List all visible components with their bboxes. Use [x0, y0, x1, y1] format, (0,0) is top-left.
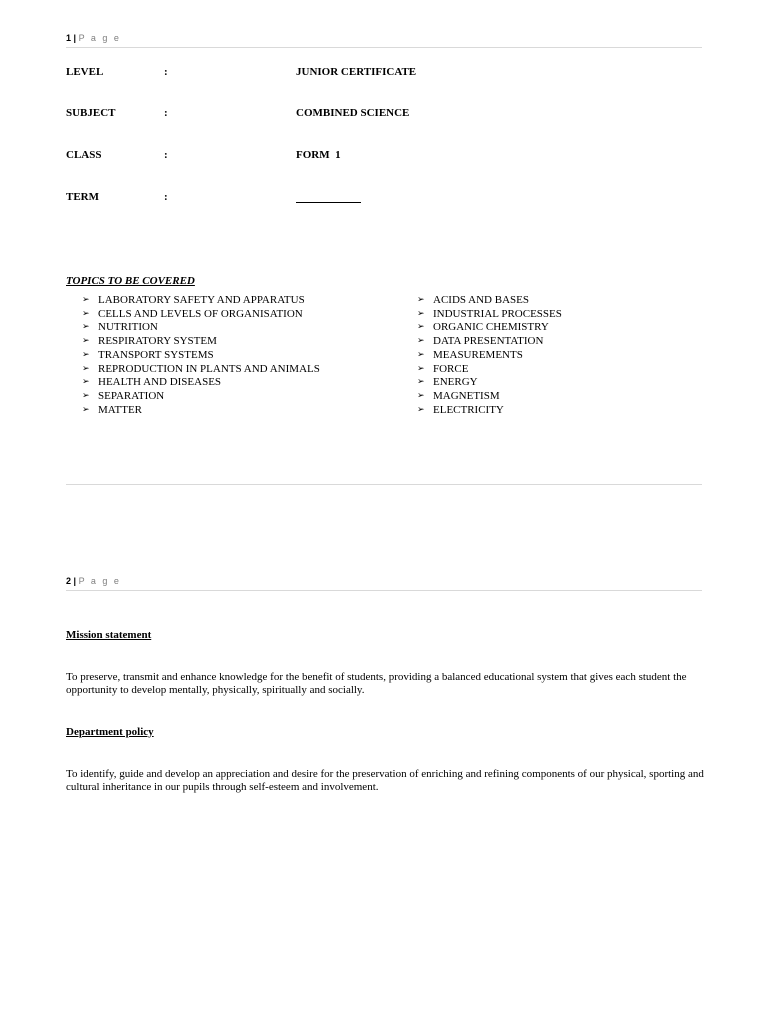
- topic-item: [417, 349, 562, 363]
- page-number: 2: [66, 576, 72, 586]
- topic-label: FORCE: [433, 362, 469, 375]
- topic-label: MAGNETISM: [433, 389, 500, 402]
- arrowhead-bullet-icon: ➢: [417, 336, 425, 347]
- page-word: P a g e: [78, 576, 121, 586]
- arrowhead-bullet-icon: ➢: [82, 404, 90, 415]
- topic-label: ENERGY: [433, 376, 478, 389]
- topics-heading: TOPICS TO BE COVERED: [66, 275, 195, 287]
- term-colon: :: [164, 191, 168, 203]
- topic-item: [417, 335, 562, 349]
- class-value: FORM 1: [296, 149, 341, 161]
- topic-label: REPRODUCTION IN PLANTS AND ANIMALS: [98, 362, 320, 375]
- topic-item: [417, 294, 562, 308]
- arrowhead-bullet-icon: ➢: [82, 349, 90, 360]
- arrowhead-bullet-icon: ➢: [82, 363, 90, 374]
- arrowhead-bullet-icon: ➢: [417, 363, 425, 374]
- class-row: [66, 148, 566, 162]
- page-separator: |: [73, 33, 77, 43]
- topic-item: [417, 363, 562, 377]
- topic-label: MEASUREMENTS: [433, 348, 523, 361]
- arrowhead-bullet-icon: ➢: [417, 295, 425, 305]
- topic-label: LABORATORY SAFETY AND APPARATUS: [98, 294, 305, 306]
- level-value: JUNIOR CERTIFICATE: [296, 66, 417, 78]
- topic-item: [82, 308, 320, 322]
- topics-list-right: [417, 294, 562, 417]
- subject-value: COMBINED SCIENCE: [296, 107, 410, 119]
- arrowhead-bullet-icon: ➢: [82, 295, 90, 305]
- arrowhead-bullet-icon: ➢: [82, 390, 90, 401]
- mission-text: To preserve, transmit and enhance knowledge for the benefit of students, providing a balanced educational system that gives each student the opportunity to develop mentally, physically, spiritually and socially.: [66, 671, 687, 696]
- arrowhead-bullet-icon: ➢: [82, 336, 90, 347]
- level-row: [66, 65, 566, 79]
- class-colon: :: [164, 149, 168, 161]
- topic-label: HEALTH AND DISEASES: [98, 376, 222, 389]
- policy-text: To identify, guide and develop an appreciation and desire for the preservation of enriching and refining components of our physical, sporting and cultural inheritance in our pupils through self-esteem and involvement.: [66, 768, 704, 793]
- topic-label: NUTRITION: [98, 321, 158, 334]
- policy-heading: Department policy: [66, 726, 154, 738]
- arrowhead-bullet-icon: ➢: [417, 308, 425, 319]
- topic-label: ORGANIC CHEMISTRY: [433, 321, 549, 334]
- topic-label: MATTER: [98, 403, 142, 416]
- topic-item: [417, 308, 562, 322]
- arrowhead-bullet-icon: ➢: [417, 390, 425, 401]
- topic-label: SEPARATION: [98, 389, 165, 402]
- arrowhead-bullet-icon: ➢: [82, 322, 90, 333]
- level-colon: :: [164, 66, 168, 78]
- topic-label: CELLS AND LEVELS OF ORGANISATION: [98, 307, 303, 320]
- topic-item: [82, 376, 320, 390]
- arrowhead-bullet-icon: ➢: [417, 322, 425, 333]
- class-label: CLASS: [66, 149, 102, 161]
- topic-item: [82, 294, 320, 308]
- topic-item: [82, 321, 320, 335]
- topic-item: [82, 390, 320, 404]
- page-word: P a g e: [78, 33, 121, 43]
- page-2-header: [66, 576, 702, 591]
- topic-label: INDUSTRIAL PROCESSES: [433, 307, 562, 320]
- arrowhead-bullet-icon: ➢: [417, 404, 425, 415]
- page-separator: |: [73, 576, 77, 586]
- term-label: TERM: [66, 191, 99, 203]
- topic-label: TRANSPORT SYSTEMS: [98, 348, 214, 361]
- arrowhead-bullet-icon: ➢: [82, 377, 90, 388]
- topics-list-left: [82, 294, 320, 417]
- term-blank-line: [296, 202, 361, 203]
- topic-item: [82, 404, 320, 418]
- topic-item: [417, 390, 562, 404]
- arrowhead-bullet-icon: ➢: [417, 377, 425, 388]
- mission-heading: Mission statement: [66, 629, 152, 641]
- subject-colon: :: [164, 107, 168, 119]
- topic-item: [417, 376, 562, 390]
- subject-row: [66, 106, 566, 120]
- level-label: LEVEL: [66, 66, 104, 78]
- page-1-header: [66, 33, 702, 48]
- topic-label: ACIDS AND BASES: [433, 294, 529, 306]
- page-1-footer-rule: [66, 484, 702, 485]
- arrowhead-bullet-icon: ➢: [417, 349, 425, 360]
- topic-label: DATA PRESENTATION: [433, 335, 544, 348]
- topic-item: [417, 404, 562, 418]
- topic-item: [82, 363, 320, 377]
- topic-label: RESPIRATORY SYSTEM: [98, 335, 217, 348]
- arrowhead-bullet-icon: ➢: [82, 308, 90, 319]
- topic-label: ELECTRICITY: [433, 403, 504, 416]
- topic-item: [417, 321, 562, 335]
- topic-item: [82, 335, 320, 349]
- topic-item: [82, 349, 320, 363]
- subject-label: SUBJECT: [66, 107, 116, 119]
- page-number: 1: [66, 33, 72, 43]
